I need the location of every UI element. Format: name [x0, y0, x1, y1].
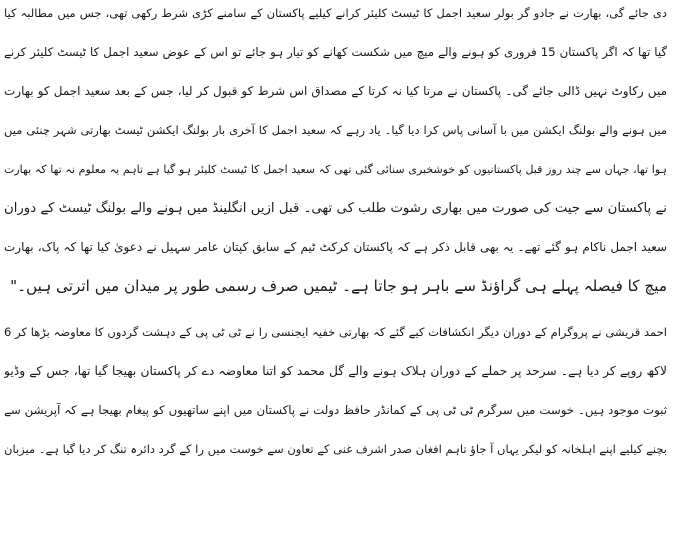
text-line: بچنے کیلیے اپنے اہلخانہ کو لیکر یہاں آ جاؤ تاہم افغان صدر اشرف غنی کے تعاون سے خوست میں را کے گرد دائرہ تنگ کر دیا گیا ہے۔ میزبان — [4, 442, 667, 456]
text-line: میچ کا فیصلہ پہلے ہی گراؤنڈ سے باہر ہو جاتا ہے۔ ٹیمیں صرف رسمی طور پر میدان میں اترتی ہیں۔" — [10, 277, 667, 295]
text-line: گیا تھا کہ اگر پاکستان 15 فروری کو ہونے والے میچ میں شکست کھانے کو تیار ہو جائے تو اس کے عوض سعید اجمل کا ٹیسٹ کلیئر کرنے — [4, 45, 667, 59]
article-paragraph — [4, 0, 667, 306]
text-line: دی جائے گی، بھارت نے جادو گر بولر سعید اجمل کا ٹیسٹ کلیئر کرانے کیلیے پاکستان کے سامنے کڑی شرط رکھی تھی، جس میں مطالبہ کیا — [4, 6, 667, 20]
text-line: احمد قریشی نے پروگرام کے دوران دیگر انکشافات کیے گئے کہ بھارتی خفیہ ایجنسی را نے ٹی ٹی پی کے دہشت گردوں کا معاوضہ بڑھا کر 6 — [4, 325, 667, 339]
text-line: ثبوت موجود ہیں۔ خوست میں سرگرم ٹی ٹی پی کے کمانڈر حافظ دولت نے پاکستان میں اپنے ساتھیوں کو پیغام بھیجا ہے کہ آپریشن سے — [4, 403, 667, 417]
text-line: لاکھ روپے کر دیا ہے۔ سرحد پر حملے کے دوران ہلاک ہونے والے گل محمد کو اتنا معاوضہ دے کر پاکستان بھیجا گیا تھا، جس کے وڈیو — [4, 364, 667, 378]
text-line: میں ہونے والے بولنگ ایکشن میں با آسانی پاس کرا دیا گیا۔ یاد رہے کہ سعید اجمل کا آخری بار بولنگ ایکشن ٹیسٹ بھارتی شہر چنئی میں — [4, 123, 667, 137]
paragraph-gap — [4, 306, 667, 313]
text-line: ہوا تھا، جہاں سے چند روز قبل پاکستانیوں کو خوشخبری سنائی گئی تھی کہ سعید اجمل کا ٹیسٹ کلیئر ہو گیا ہے تاہم یہ معلوم نہ تھا کہ بھارت — [4, 163, 667, 176]
text-line: میں رکاوٹ نہیں ڈالی جائے گی۔ پاکستان نے مرتا کیا نہ کرتا کے مصداق اس شرط کو قبول کر لیا، جس کے بعد سعید اجمل کو بھارت — [4, 84, 667, 98]
text-line: نے پاکستان سے جیت کی صورت میں بھاری رشوت طلب کی تھی۔ قبل ازیں انگلینڈ میں ہونے والے بولنگ ٹیسٹ کے دوران — [4, 201, 667, 216]
text-line: سعید اجمل ناکام ہو گئے تھے۔ یہ بھی قابل ذکر ہے کہ پاکستان کرکٹ ٹیم کے سابق کپتان عامر سہیل نے دعویٰ کیا تھا کہ پاک، بھارت — [4, 240, 667, 254]
article-paragraph — [4, 313, 667, 469]
